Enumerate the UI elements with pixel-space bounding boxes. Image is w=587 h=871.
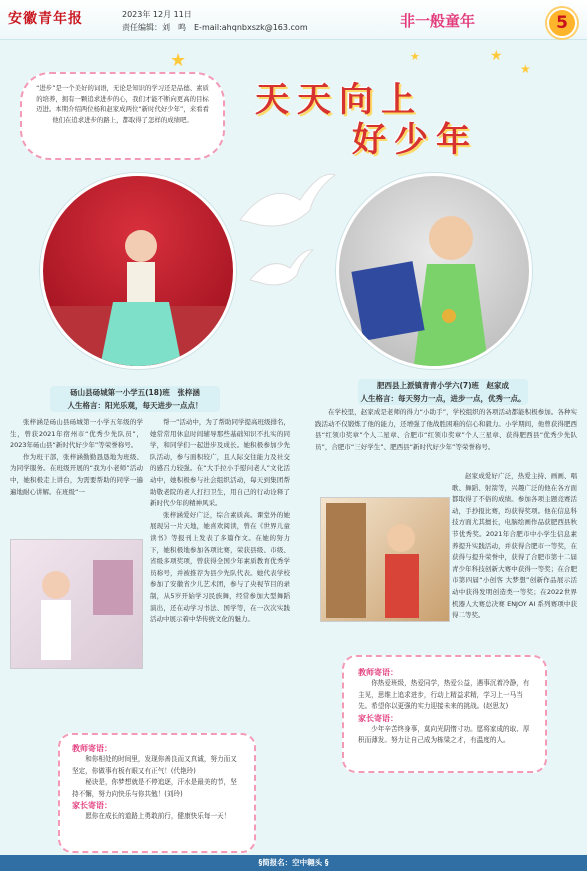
message-box-zhao bbox=[342, 655, 547, 773]
parent-message: 愿你在成长的道路上勇敢前行，健康快乐每一天！ bbox=[85, 812, 231, 821]
paragraph: 帮一”活动中，为了帮助同学提高班级排名，她常常用休息时间辅导那些基础知识不扎实的同学，和同学们一起进步及成长。她积极参加少先队活动，参与面积较广，且人际交往能力及社交的感召力较强。在“大手拉小手慰问老人”文化活动中，她积极参与社会组织活动，每天到集团帮助敬老院的老人打扫卫生，用自己的行动诠释了新时代少年的精神风采。 bbox=[150, 418, 290, 508]
star-icon: ★ bbox=[490, 48, 503, 64]
photo-caption-left bbox=[50, 386, 220, 412]
paragraph: 在学校里，赵家成是老师的得力“小助手”，学校组织的各项活动都能积极参加。各种实践活动不仅锻炼了他的能力，还增强了他战胜困难的信心和毅力。小学期间，他曾获得肥西县“红领巾奖章”个人二星章、合肥市“红领巾奖章”个人三星章、获得肥西县“优秀少先队员”，合肥市“三好学生”、肥西县“新时代好少年”等荣誉称号。 bbox=[315, 408, 577, 451]
section-title: 非一般童年 bbox=[400, 12, 476, 30]
caption-class: 砀山县砀城第一小学五(18)班 张梓涵 bbox=[70, 388, 200, 397]
headline-line1: 天天向上 bbox=[255, 80, 423, 120]
parent-message-heading: 家长寄语： bbox=[358, 713, 398, 723]
boy-figure bbox=[339, 176, 532, 369]
teacher-message-heading: 教师寄语： bbox=[358, 668, 398, 677]
teacher-message: 和你相处的时间里，发现你善良而又真诚，努力而又坚定，你做事有板有眼又有正气！(代艳玲) bbox=[72, 755, 237, 775]
student-photo-zhang-heart bbox=[10, 539, 143, 669]
student-photo-zhao-library bbox=[320, 497, 450, 622]
editor-line: 责任编辑：刘 鸣 E-mail:ahqnbxszk@163.com bbox=[122, 23, 308, 32]
newspaper-logo: 安徽青年报 bbox=[8, 11, 83, 27]
paragraph: 赵家成爱好广泛，热爱主持、画画、唱歌、舞蹈、射箭等，兴趣广泛的他在各方面都取得了不俗的成绩。参加各项主题竞赛活动，手抄报比赛，均获得奖项。他在信息科技方面尤其擅长，电脑绘画作品获肥西县秋节优秀奖。2021年合肥市中小学生信息素养提升实践活动，并获得合肥市一等奖，在获得与提升荣誉中，获得了合肥市第十二届青少年科技创新大赛中获得一等奖；在合肥市第四届“小创客 大梦想”创新作品展示活动中获得发明创造类一等奖；在2022世界机器人大赛总决赛 ENJOY AI 系列赛项中获得二等奖。 bbox=[452, 472, 577, 620]
article-column-4 bbox=[452, 471, 577, 622]
dove-icon bbox=[230, 160, 340, 250]
paragraph: 作为班干部，张梓涵勤勤恳恳地为班级、为同学服务。在班级开展的“我为小老师”活动中，她积极走上讲台，为需要帮助的同学一遍遍地耐心讲解。在班级“一 bbox=[10, 452, 143, 496]
caption-motto: 人生格言：阳光乐观，每天进步一点点！ bbox=[67, 401, 203, 410]
dove-icon bbox=[245, 240, 315, 300]
page-number: 5 bbox=[547, 8, 577, 38]
paragraph: 张梓涵爱好广泛，综合素质高。课堂外的她展现另一片天地，她喜欢阅读，曾在《世界儿童 读书》等报刊上发表了多篇作文。在她的努力下，她积极地参加各项比赛，荣获县级、市级、省级多项奖项，曾获得全国少年素质教育优秀学员称号，并被推荐为县少先队代表。她代表学校参加了安徽省少儿艺术团，参与了央视节目的录制，从5岁开始学习民族舞，经常参加大型舞蹈演出，还在动学习书法、国学等，在一次次实践活动中展示着中华传统文化的魅力。 bbox=[150, 510, 290, 624]
student-photo-zhang bbox=[40, 173, 236, 369]
message-box-zhang bbox=[58, 733, 256, 853]
caption-class: 肥西县上派镇青青小学六(7)班 赵家成 bbox=[376, 381, 510, 390]
article-column-2 bbox=[150, 417, 290, 626]
issue-date: 2023年 12月 11日 bbox=[122, 10, 192, 19]
parent-message-heading: 家长寄语： bbox=[72, 801, 112, 811]
star-icon: ★ bbox=[170, 50, 187, 71]
student-photo-zhao bbox=[336, 173, 532, 369]
caption-motto: 人生格言：每天努力一点，进步一点，优秀一点。 bbox=[360, 394, 526, 403]
masthead bbox=[0, 0, 587, 40]
dancer-figure bbox=[43, 176, 236, 369]
paragraph: 张梓涵是砀山县砀城第一小学五年级的学生，曾获2021年宿州市“优秀少先队员”，2023年砀山县“新时代好少年”等荣誉称号。 bbox=[10, 418, 143, 450]
star-icon: ★ bbox=[520, 62, 531, 76]
article-column-3 bbox=[315, 407, 577, 453]
boy-reading-figure bbox=[321, 498, 451, 623]
teacher-message: 你热爱班级，热爱同学，热爱公益，遇事沉着冷静，有主见，思维上追求进步，行动上精益求精，学习上一马当先。希望你以更强的实力迎接未来的挑战。(赵思友) bbox=[358, 679, 530, 711]
footer-bar: §简报名：空中翱头 § bbox=[0, 855, 587, 871]
teacher-message-heading: 教师寄语： bbox=[72, 744, 112, 753]
star-icon: ★ bbox=[410, 50, 420, 63]
headline-line2: 好少年 bbox=[352, 120, 478, 160]
intro-text-box: “进步”是一个美好的词语，无论是知识的学习还是品德、素质的培养，拥有一颗追求进步的心，我们才能不断向更高的目标迈进。本期介绍两位杨和赵家成两位“新时代好少年”，来看看他们在追求进步的路上，都取得了怎样的成绩吧。 bbox=[20, 72, 225, 160]
parent-message: 少年辛苦终身事，莫向光阴惰寸功。愿将家成的取、厚积而薄发。努力让自己成为栋梁之才，有温度的人。 bbox=[358, 725, 530, 745]
article-column-1 bbox=[10, 417, 143, 498]
teacher-message-2: 秘诀是，你梦想就是不停追逐，汗水是最美的节，坚持不懈，努力向快乐与你共勉！(刘玲) bbox=[72, 778, 237, 798]
girl-figure bbox=[11, 540, 144, 670]
photo-caption-right bbox=[358, 379, 528, 405]
